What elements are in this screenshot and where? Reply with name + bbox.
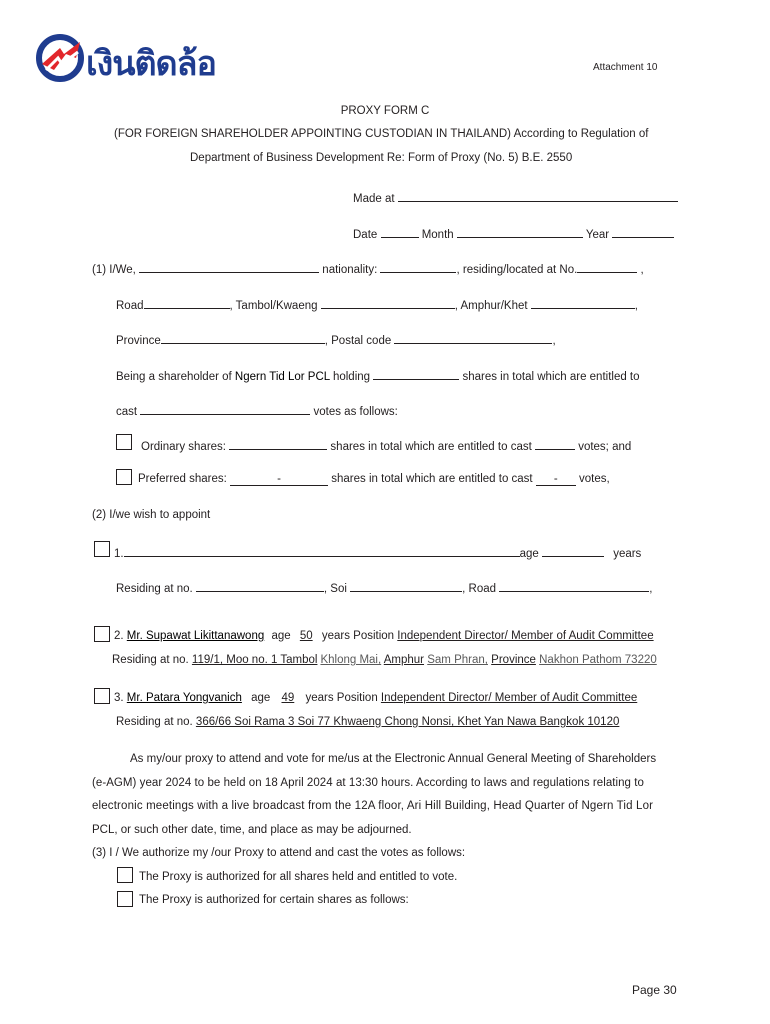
postal-field[interactable] [394, 332, 552, 344]
comma: , [640, 264, 644, 276]
road-row [116, 297, 638, 312]
proxy-2-years-position: years Position [321, 630, 395, 642]
proxy-2-address-row [112, 654, 657, 666]
holding-row [116, 368, 640, 383]
province-label: Province [116, 335, 161, 347]
tambol-field[interactable] [321, 297, 455, 309]
proxy-2-name: Mr. Supawat Likittanawong [126, 630, 265, 642]
proxy-1-years-label: years [613, 548, 642, 560]
ordinary-mid-label: shares in total which are entitled to cast [330, 441, 532, 453]
votes-follows-label: votes as follows: [313, 406, 398, 418]
page-number: Page 30 [632, 983, 677, 997]
company-logo [36, 34, 268, 82]
logo-text: เงินติดล้อ [86, 44, 216, 84]
paragraph-line-2: (e-AGM) year 2024 to be held on 18 April 2024 at 13:30 hours. According to laws and regulations relating to [92, 777, 644, 789]
section3-lead: (3) I / We authorize my /our Proxy to attend and cast the votes as follows: [92, 847, 466, 859]
section2-lead: (2) I/we wish to appoint [92, 509, 211, 521]
proxy-1-soi-label: , Soi [323, 583, 347, 595]
paragraph-line-1: As my/our proxy to attend and vote for me/us at the Electronic Annual General Meeting of Shareholders [130, 753, 657, 765]
ordinary-votes-field[interactable] [535, 438, 575, 450]
cast-label: cast [116, 406, 138, 418]
proxy-2-position: Independent Director/ Member of Audit Committee [397, 630, 654, 642]
proxy-2-address-2: Khlong Mai, [320, 654, 382, 666]
proxy-3-age: 49 [281, 692, 295, 704]
tambol-label: , Tambol/Kwaeng [229, 300, 318, 312]
title-line-2: Department of Business Development Re: Form of Proxy (No. 5) B.E. 2550 [190, 152, 573, 164]
proxy-3-position: Independent Director/ Member of Audit Committee [380, 692, 638, 704]
shares-total-label: shares in total which are entitled to [462, 371, 640, 383]
province-field[interactable] [161, 332, 325, 344]
proxy-1-road-label: , Road [462, 583, 497, 595]
proxy-2-address-5: Province [491, 654, 536, 666]
made-at-field[interactable] [398, 190, 678, 202]
holding-field[interactable] [373, 368, 459, 380]
paragraph-line-4: PCL, or such other date, time, and place as may be adjourned. [92, 824, 412, 836]
proxy-1-checkbox[interactable] [94, 541, 110, 557]
company-name: Ngern Tid Lor PCL [234, 371, 330, 383]
date-field[interactable] [381, 226, 419, 238]
certain-shares-checkbox[interactable] [117, 891, 133, 907]
proxy-1-name-field[interactable] [124, 545, 520, 557]
province-row [116, 332, 556, 347]
ordinary-row [141, 438, 631, 453]
proxy-1-soi-field[interactable] [350, 580, 462, 592]
proxy-2-address-6: Nakhon Pathom 73220 [539, 654, 657, 666]
preferred-votes-field[interactable]: - [536, 473, 576, 486]
preferred-end-label: votes, [579, 473, 610, 485]
attachment-label: Attachment 10 [593, 62, 658, 73]
proxy-2-age: 50 [299, 630, 313, 642]
road-label: Road [116, 300, 144, 312]
address-no-field[interactable] [577, 261, 637, 273]
proxy-1-address-field[interactable] [196, 580, 324, 592]
proxy-3-address: 366/66 Soi Rama 3 Soi 77 Khwaeng Chong Nonsi, Khet Yan Nawa Bangkok 10120 [195, 716, 620, 728]
holding-label: holding [332, 371, 371, 383]
preferred-row [138, 473, 610, 486]
made-at-row [353, 190, 678, 205]
proxy-3-address-row [116, 716, 619, 728]
all-shares-checkbox[interactable] [117, 867, 133, 883]
shareholder-row [92, 261, 644, 276]
amphur-field[interactable] [531, 297, 635, 309]
being-label: Being a shareholder of [116, 371, 232, 383]
preferred-shares-field[interactable]: - [230, 473, 328, 486]
cast-field[interactable] [140, 403, 310, 415]
year-label: Year [585, 229, 610, 241]
nationality-field[interactable] [380, 261, 456, 273]
proxy-2-checkbox[interactable] [94, 626, 110, 642]
amphur-label: , Amphur/Khet [454, 300, 528, 312]
date-label: Date [353, 229, 378, 241]
proxy-1-age-field[interactable] [542, 545, 604, 557]
proxy-2-address-3: Amphur [383, 654, 425, 666]
preferred-label: Preferred shares: [138, 473, 227, 485]
date-row [353, 226, 674, 241]
comma: , [552, 335, 556, 347]
proxy-1-number: 1. [114, 548, 124, 560]
postal-label: , Postal code [324, 335, 392, 347]
proxy-2-number: 2. [114, 630, 124, 642]
cast-row [116, 403, 398, 418]
proxy-1-road-field[interactable] [499, 580, 649, 592]
section1-lead: (1) I/We, [92, 264, 136, 276]
residing-label: , residing/located at No. [456, 264, 578, 276]
ordinary-shares-field[interactable] [229, 438, 327, 450]
proxy-3-checkbox[interactable] [94, 688, 110, 704]
title-line-1: (FOR FOREIGN SHAREHOLDER APPOINTING CUSTODIAN IN THAILAND) According to Regulation of [114, 128, 649, 140]
certain-shares-label: The Proxy is authorized for certain shares as follows: [139, 894, 409, 906]
proxy-2-residing-label: Residing at no. [112, 654, 189, 666]
proxy-2-age-label: age [271, 630, 291, 642]
proxy-3-name: Mr. Patara Yongvanich [126, 692, 242, 704]
preferred-mid-label: shares in total which are entitled to cast [331, 473, 533, 485]
year-field[interactable] [612, 226, 674, 238]
shareholder-name-field[interactable] [139, 261, 319, 273]
month-field[interactable] [457, 226, 583, 238]
month-label: Month [421, 229, 454, 241]
proxy-1-row [114, 545, 641, 560]
proxy-2-address-1: 119/1, Moo no. 1 Tambol [191, 654, 318, 666]
proxy-3-years-position: years Position [305, 692, 378, 704]
nationality-label: nationality: [322, 264, 378, 276]
comma: , [649, 583, 653, 595]
all-shares-label: The Proxy is authorized for all shares held and entitled to vote. [139, 871, 458, 883]
comma: , [634, 300, 638, 312]
proxy-2-address-4: Sam Phran, [427, 654, 488, 666]
proxy-2-row [114, 630, 654, 642]
proxy-1-address-row [116, 580, 652, 595]
road-field[interactable] [144, 297, 230, 309]
proxy-3-row [114, 692, 637, 704]
ordinary-end-label: votes; and [578, 441, 632, 453]
made-at-label: Made at [353, 193, 395, 205]
proxy-3-number: 3. [114, 692, 124, 704]
paragraph-line-3: electronic meetings with a live broadcast from the 12A floor, Ari Hill Building, Head Quarter of Ngern Tid Lor [92, 800, 654, 812]
preferred-shares-checkbox[interactable] [116, 469, 132, 485]
form-title: PROXY FORM C [340, 105, 430, 117]
proxy-1-age-label: age [519, 548, 539, 560]
proxy-3-residing-label: Residing at no. [116, 716, 193, 728]
logo-mark-icon [36, 34, 86, 82]
proxy-1-residing-label: Residing at no. [116, 583, 193, 595]
ordinary-label: Ordinary shares: [141, 441, 227, 453]
ordinary-shares-checkbox[interactable] [116, 434, 132, 450]
proxy-3-age-label: age [251, 692, 271, 704]
